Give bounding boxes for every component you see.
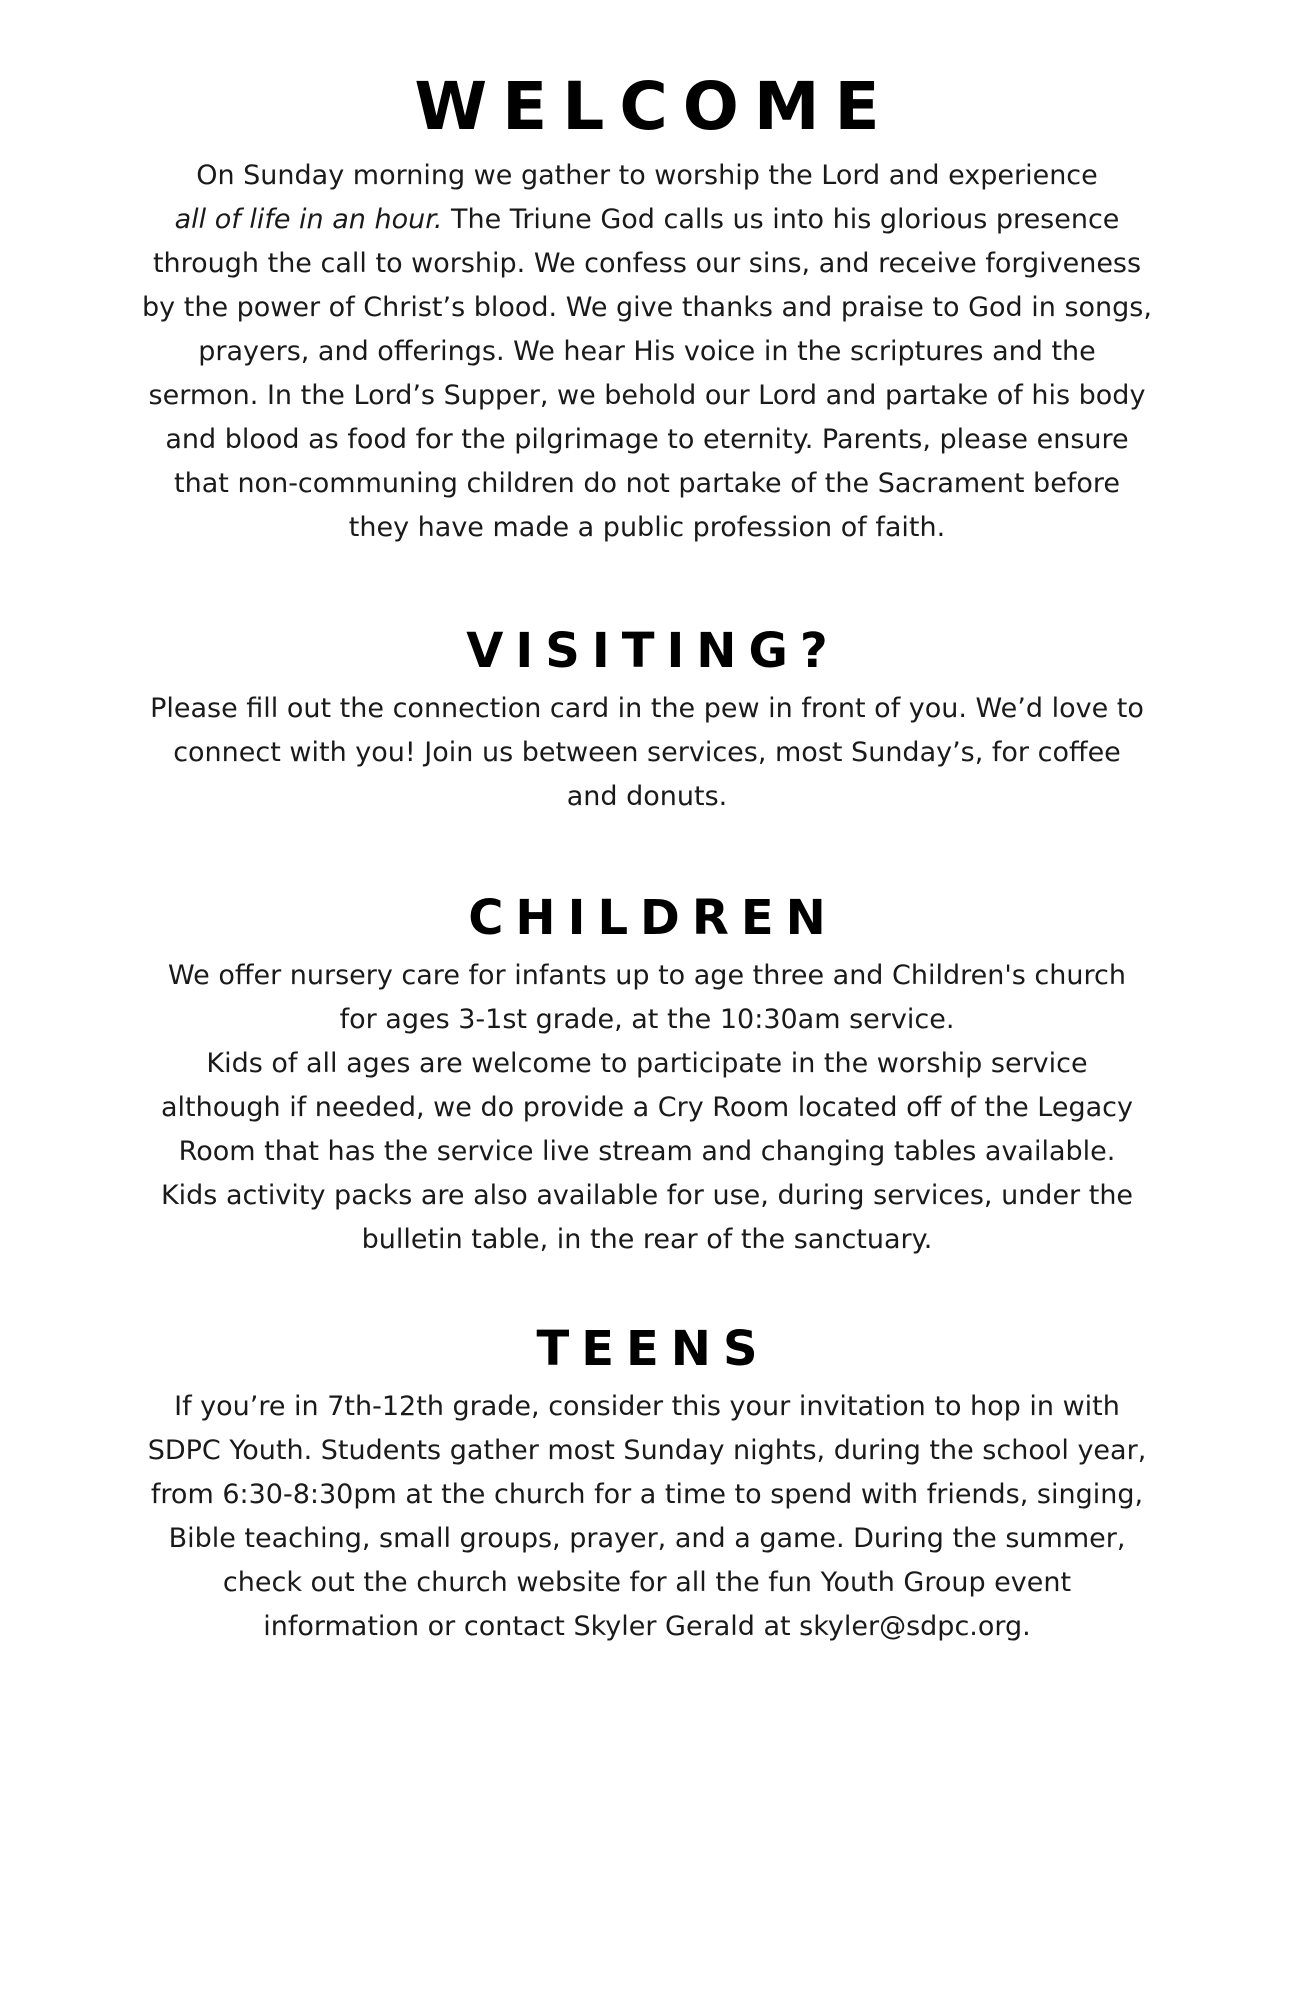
teens-section <box>0 1321 1294 1649</box>
visiting-line: connect with you! Join us between services, most Sunday’s, for coffee <box>173 737 1121 768</box>
visiting-section <box>0 623 1294 819</box>
welcome-line: through the call to worship. We confess our sins, and receive forgiveness <box>152 248 1142 279</box>
children-line: bulletin table, in the rear of the sanctuary. <box>361 1224 933 1255</box>
teens-line: information or contact Skyler Gerald at skyler@sdpc.org. <box>263 1611 1031 1642</box>
children-line: for ages 3-1st grade, at the 10:30am service. <box>339 1004 955 1035</box>
welcome-line: that non-communing children do not partake of the Sacrament before <box>174 468 1120 499</box>
welcome-line-rest: The Triune God calls us into his glorious presence <box>451 204 1120 235</box>
welcome-line: and blood as food for the pilgrimage to eternity. Parents, please ensure <box>165 424 1129 455</box>
teens-line: Bible teaching, small groups, prayer, and a game. During the summer, <box>168 1523 1126 1554</box>
teens-line: If you’re in 7th-12th grade, consider this your invitation to hop in with <box>174 1391 1120 1422</box>
italic-phrase: all of life in an hour. <box>174 204 443 235</box>
visiting-line: and donuts. <box>566 781 728 812</box>
welcome-line: they have made a public profession of faith. <box>348 512 946 543</box>
welcome-line <box>0 198 1294 242</box>
children-section <box>0 890 1294 1262</box>
welcome-line: by the power of Christ’s blood. We give thanks and praise to God in songs, <box>142 292 1152 323</box>
teens-line: from 6:30-8:30pm at the church for a time to spend with friends, singing, <box>150 1479 1144 1510</box>
welcome-line: sermon. In the Lord’s Supper, we behold our Lord and partake of his body <box>148 380 1146 411</box>
welcome-heading: WELCOME <box>414 68 895 145</box>
teens-text <box>0 1385 1294 1649</box>
children-heading: CHILDREN <box>468 890 838 946</box>
children-line: We offer nursery care for infants up to age three and Children's church <box>168 960 1126 991</box>
welcome-text <box>0 154 1294 550</box>
children-line: although if needed, we do provide a Cry Room located off of the Legacy <box>160 1092 1133 1123</box>
children-line: Kids activity packs are also available for use, during services, under the <box>160 1180 1134 1211</box>
children-line: Kids of all ages are welcome to participate in the worship service <box>206 1048 1088 1079</box>
welcome-line: On Sunday morning we gather to worship the Lord and experience <box>196 160 1098 191</box>
visiting-line: Please fill out the connection card in the pew in front of you. We’d love to <box>150 693 1144 724</box>
teens-heading: TEENS <box>536 1321 770 1377</box>
children-line: Room that has the service live stream and changing tables available. <box>178 1136 1116 1167</box>
welcome-line: prayers, and offerings. We hear His voice in the scriptures and the <box>198 336 1096 367</box>
teens-line: check out the church website for all the fun Youth Group event <box>222 1567 1072 1598</box>
children-text <box>0 954 1294 1262</box>
welcome-section <box>0 68 1294 550</box>
teens-line: SDPC Youth. Students gather most Sunday nights, during the school year, <box>147 1435 1147 1466</box>
visiting-text <box>0 687 1294 819</box>
visiting-heading: VISITING? <box>466 623 840 679</box>
